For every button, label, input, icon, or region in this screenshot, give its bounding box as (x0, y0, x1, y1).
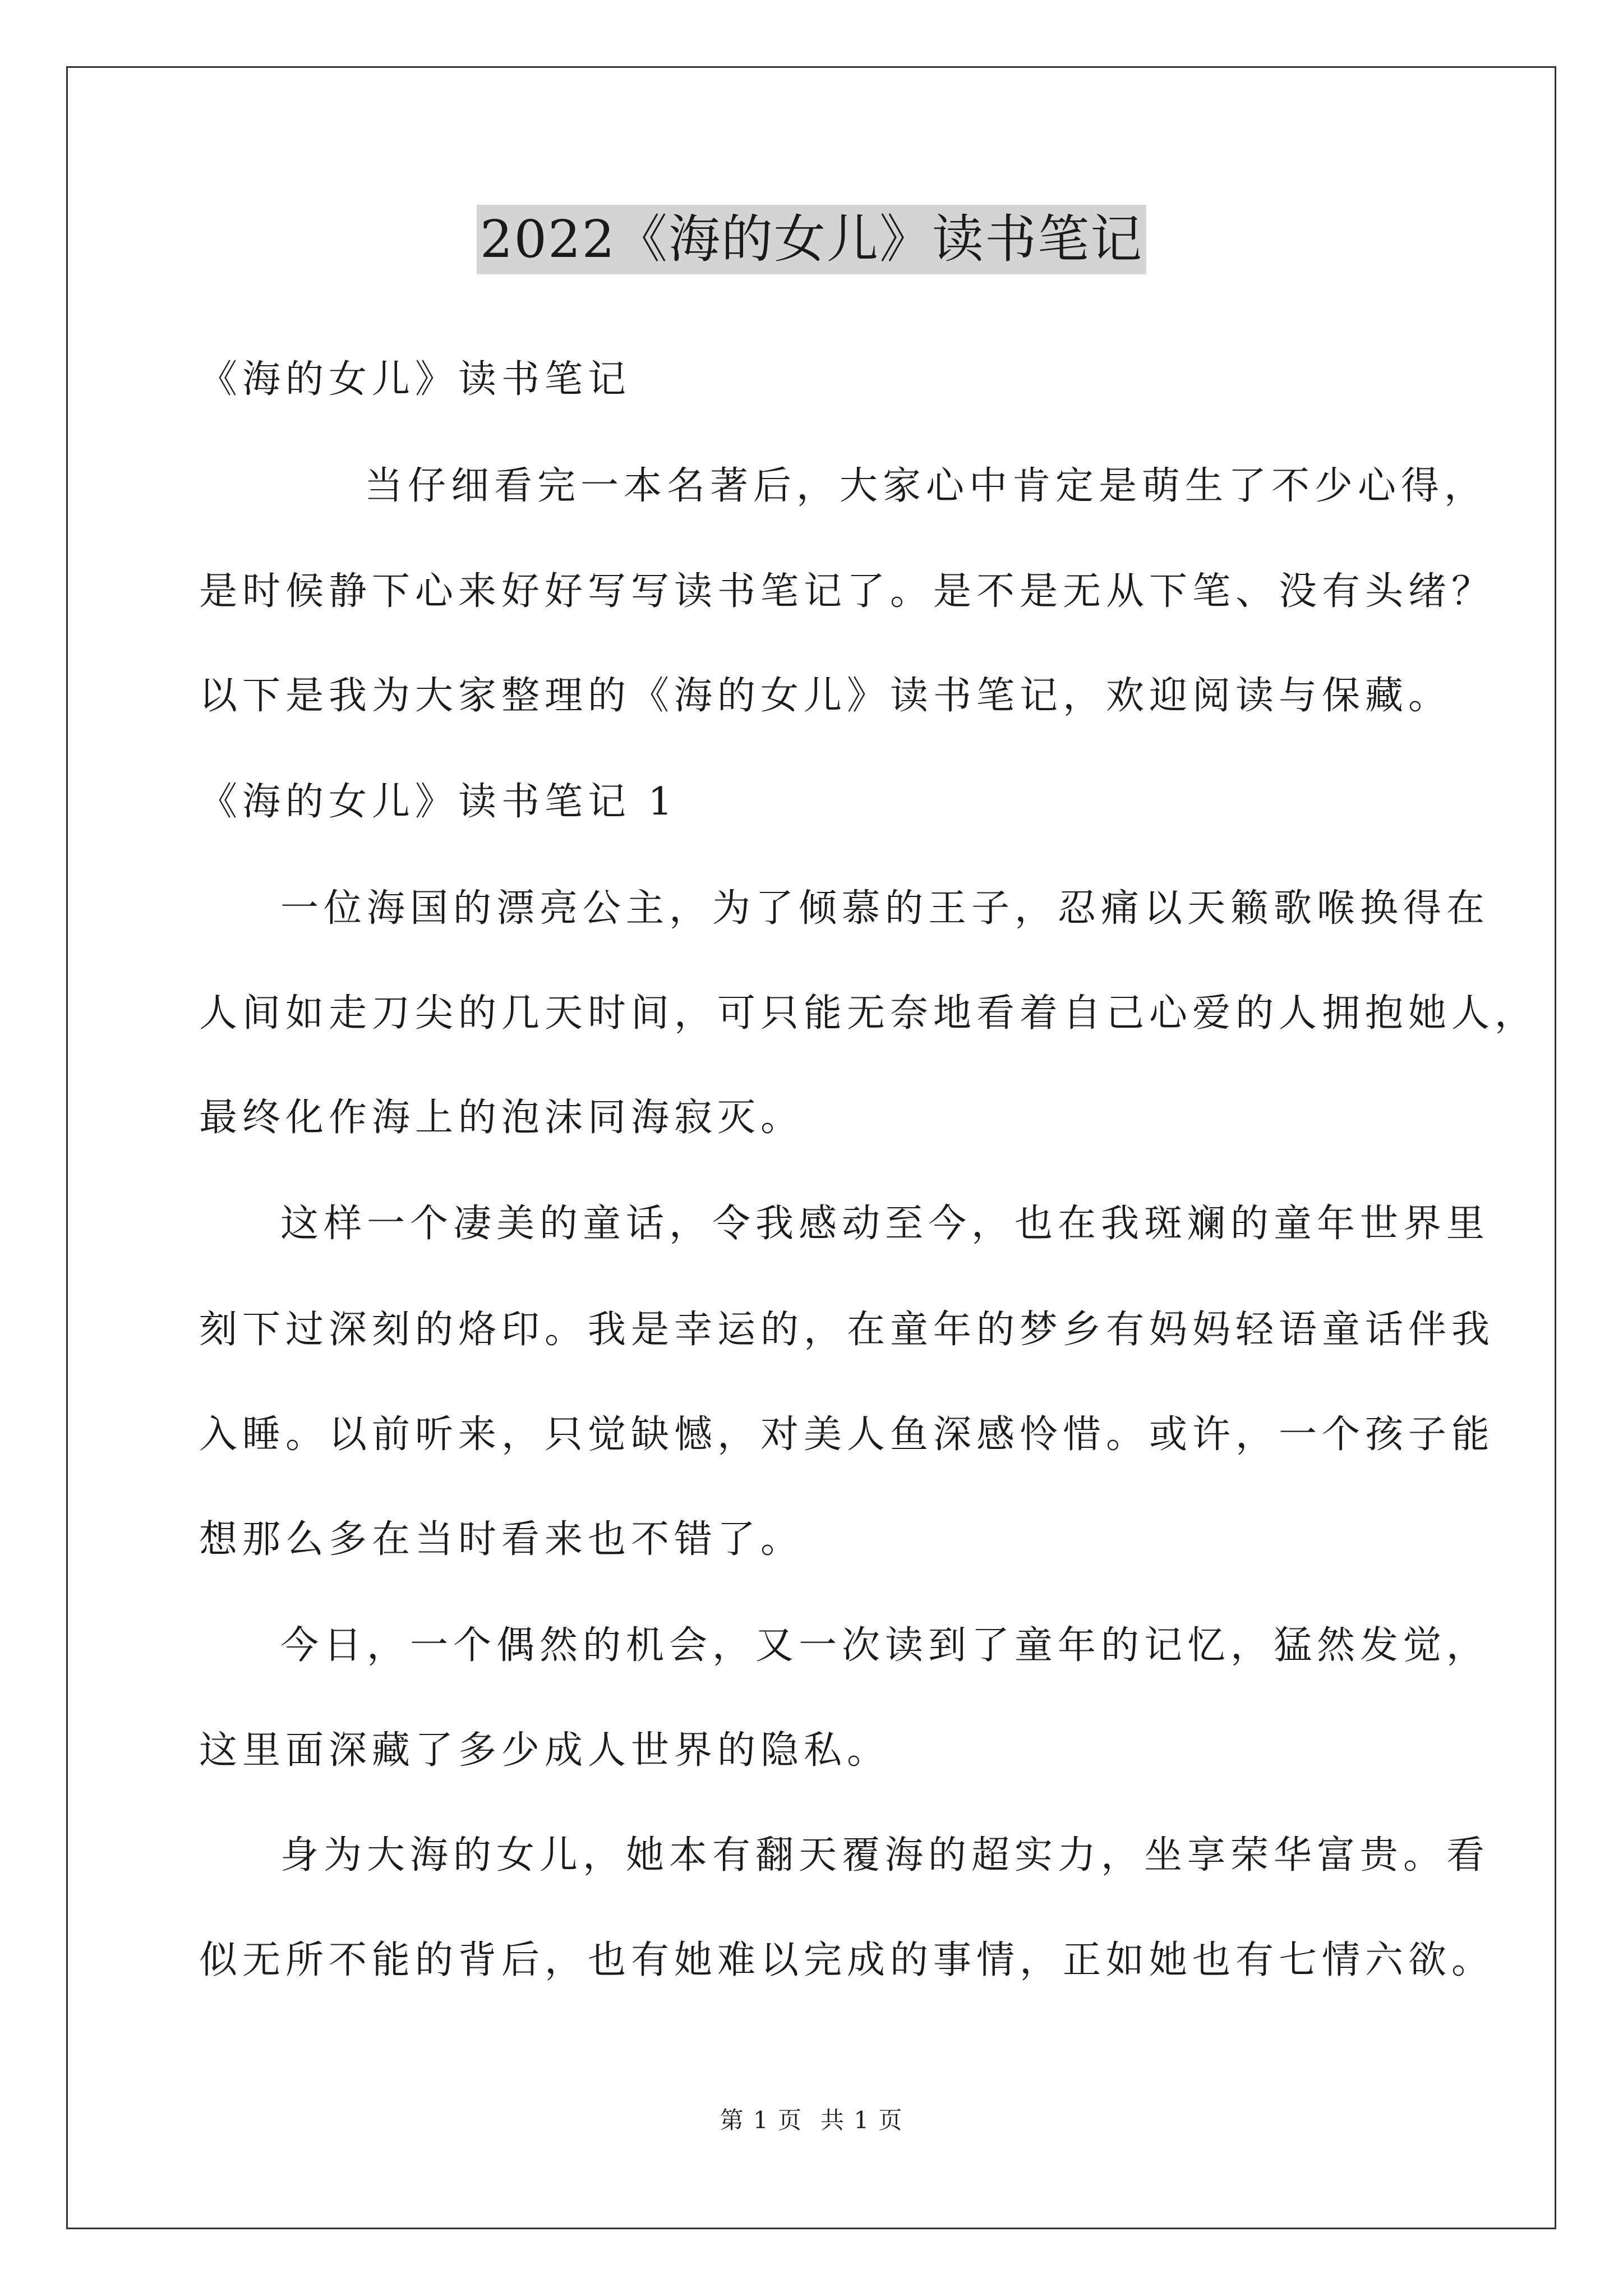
paragraph-line: 人间如走刀尖的几天时间，可只能无奈地看着自己心爱的人拥抱她人， (199, 991, 1538, 1036)
paragraph-line: 想那么多在当时看来也不错了。 (199, 1517, 804, 1562)
paragraph-line: 这里面深藏了多少成人世界的隐私。 (199, 1728, 891, 1773)
title-container (0, 205, 1623, 274)
paragraph-line: 一位海国的漂亮公主，为了倾慕的王子，忍痛以天籁歌喉换得在 (280, 886, 1490, 931)
subtitle-heading: 《海的女儿》读书笔记 (199, 357, 631, 402)
paragraph-line: 身为大海的女儿，她本有翻天覆海的超实力，坐享荣华富贵。看 (280, 1833, 1490, 1878)
paragraph-line: 这样一个凄美的童话，令我感动至今，也在我斑斓的童年世界里 (280, 1202, 1490, 1246)
paragraph-line: 以下是我为大家整理的《海的女儿》读书笔记，欢迎阅读与保藏。 (199, 674, 1452, 718)
paragraph-line: 似无所不能的背后，也有她难以完成的事情，正如她也有七情六欲。 (199, 1938, 1495, 1982)
paragraph-line: 当仔细看完一本名著后，大家心中肯定是萌生了不少心得， (365, 464, 1488, 508)
paragraph-line: 今日，一个偶然的机会，又一次读到了童年的记忆，猛然发觉， (280, 1623, 1490, 1668)
paragraph-line: 是时候静下心来好好写写读书笔记了。是不是无从下笔、没有头绪？ (199, 569, 1495, 614)
section-heading: 《海的女儿》读书笔记 1 (199, 780, 677, 824)
paragraph-line: 刻下过深刻的烙印。我是幸运的，在童年的梦乡有妈妈轻语童话伴我 (199, 1308, 1495, 1352)
document-title: 2022《海的女儿》读书笔记 (477, 205, 1146, 274)
page-total: 共 1 页 (820, 2106, 903, 2134)
page-number: 第 1 页 (720, 2106, 803, 2134)
page-footer (0, 2105, 1623, 2136)
paragraph-line: 最终化作海上的泡沫同海寂灭。 (199, 1096, 804, 1140)
paragraph-line: 入睡。以前听来，只觉缺憾，对美人鱼深感怜惜。或许，一个孩子能 (199, 1412, 1495, 1457)
